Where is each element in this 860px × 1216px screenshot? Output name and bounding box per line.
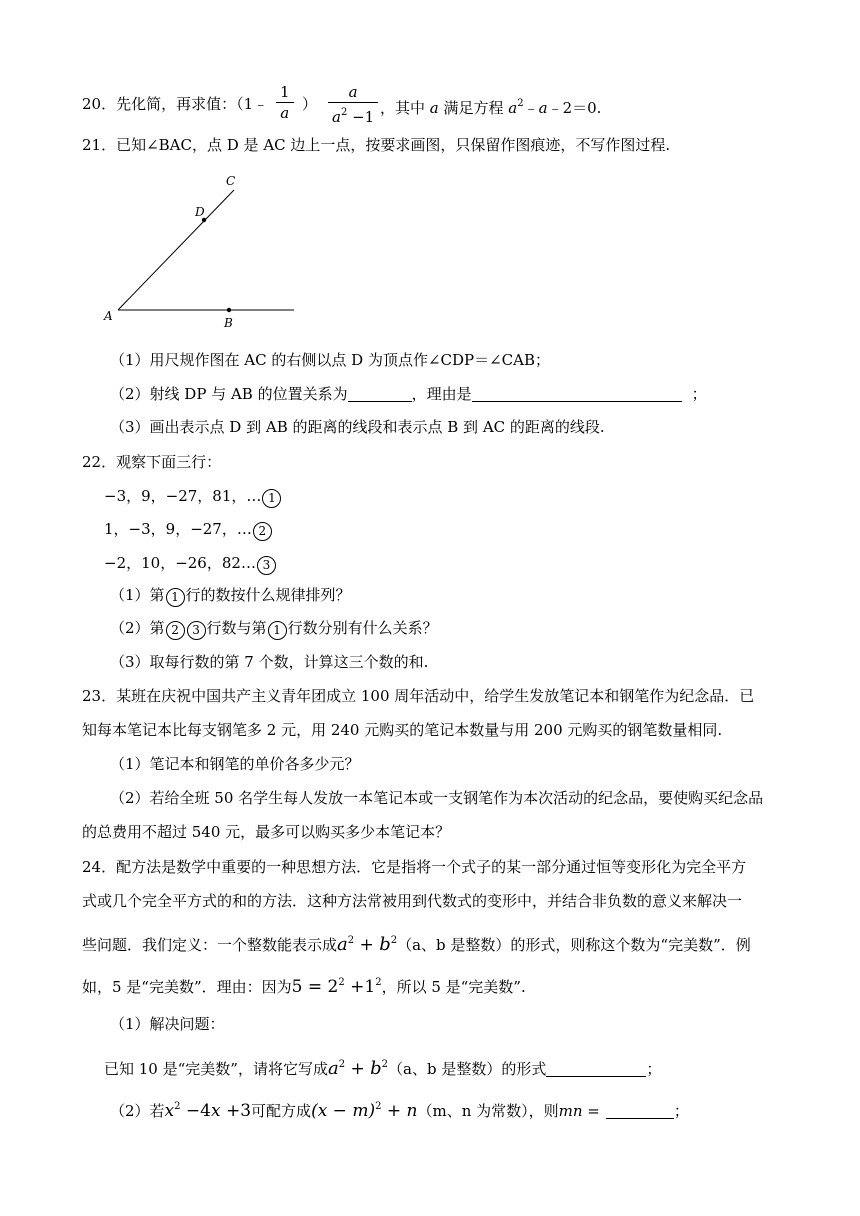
answer-blank[interactable] bbox=[472, 387, 682, 402]
q23-part-1: （1）笔记本和钢笔的单价各多少元？ bbox=[110, 755, 360, 773]
q21-part-1: （1）用尺规作图在 AC 的右侧以点 D 为顶点作∠CDP＝∠CAB； bbox=[110, 351, 551, 369]
row-2: 1，−3，9，−27，… 2 bbox=[104, 519, 273, 541]
q24-part-1-head: （1）解决问题： bbox=[110, 1015, 225, 1033]
q22-part-1: （1）第 1 行的数按什么规律排列？ bbox=[110, 585, 351, 607]
fraction-a-over-a2-minus-1: $\frac{a}{a^2 -1}$ bbox=[328, 82, 378, 127]
q22-part-2: （2）第 2 3 行数与第 1 行数分别有什么关系？ bbox=[110, 618, 438, 640]
question-text: 配方法是数学中重要的一种思想方法．它是指将一个式子的某一部分通过恒等变形化为完全平方 bbox=[116, 858, 747, 876]
circled-number: 2 bbox=[253, 522, 272, 541]
question-24-line-3: 些问题．我们定义：一个整数能表示成$a^2 + b^2(a$、b 是整数）的形式，则称这个数为“完美数”．例 bbox=[82, 934, 751, 955]
question-24-line-2: 式或几个完全平方式的和的方法．这种方法常被用到代数式的变形中，并结合非负数的意义来解决一 bbox=[82, 892, 743, 910]
question-number: 24． bbox=[82, 858, 117, 876]
q22-part-3: （3）取每行数的第 7 个数，计算这三个数的和. bbox=[110, 653, 429, 671]
question-text: 已知∠BAC，点 D 是 AC 边上一点，按要求画图，只保留作图痕迹，不写作图过程. bbox=[116, 136, 671, 154]
question-text: 先化简，再求值：（1﹣ bbox=[116, 95, 269, 113]
question-number: 23． bbox=[82, 687, 117, 705]
question-number: 21． bbox=[82, 136, 117, 154]
paren-close: ） bbox=[302, 95, 318, 113]
q24-part-2: （2）若$x^2 -4x +3$可配方成$(x - m)^2 + n(m$、n 为常数），则mn = ； bbox=[110, 1101, 689, 1121]
label-d: D bbox=[195, 205, 205, 219]
fraction-1-over-a: $\frac{1}{a}$ bbox=[276, 82, 294, 123]
ray-ac bbox=[118, 190, 234, 310]
q23-part-2: （2）若给全班 50 名学生每人发放一本笔记本或一支钢笔作为本次活动的纪念品，要使购买纪念品 bbox=[110, 789, 764, 807]
angle-figure bbox=[98, 168, 318, 338]
circled-number: 1 bbox=[262, 489, 281, 508]
question-24-line-4: 如，5 是“完美数”．理由：因为$5 = 2^2 +1^2$，所以 5 是“完美数”. bbox=[82, 977, 526, 997]
row-1: −3，9，−27，81，… 1 bbox=[104, 486, 282, 508]
q21-part-2: （2）射线 DP 与 AB 的位置关系为 ，理由是 ； bbox=[110, 385, 707, 403]
question-20-tail: ，其中 a 满足方程 $a^2﹣a﹣2=0$. bbox=[380, 98, 602, 117]
label-a: A bbox=[104, 309, 113, 323]
circled-number: 3 bbox=[257, 556, 276, 575]
point-b bbox=[227, 308, 231, 312]
question-20 bbox=[82, 94, 268, 114]
answer-blank[interactable] bbox=[606, 1104, 674, 1119]
question-text: 某班在庆祝中国共产主义青年团成立 100 周年活动中，给学生发放笔记本和钢笔作为纪念品．已 bbox=[116, 687, 755, 705]
question-23 bbox=[82, 686, 754, 706]
question-number: 20． bbox=[82, 95, 117, 113]
question-number: 22． bbox=[82, 453, 117, 471]
question-text: 观察下面三行： bbox=[116, 453, 222, 471]
label-c: C bbox=[226, 174, 236, 188]
row-3: −2，10，−26，82… 3 bbox=[104, 553, 277, 575]
q21-part-3: （3）画出表示点 D 到 AB 的距离的线段和表示点 B 到 AC 的距离的线段. bbox=[110, 418, 605, 436]
question-21 bbox=[82, 135, 670, 155]
question-24 bbox=[82, 857, 746, 877]
q24-part-1: 已知 10 是“完美数”，请将它写成$a^2 + b^2(a$、b 是整数）的形式 ； bbox=[104, 1058, 662, 1079]
label-b: B bbox=[224, 316, 233, 330]
answer-blank[interactable] bbox=[348, 387, 412, 402]
question-23-line-2: 知每本笔记本比每支钢笔多 2 元，用 240 元购买的笔记本数量与用 200 元购买的钢笔数量相同. bbox=[82, 721, 723, 739]
question-22 bbox=[82, 452, 221, 472]
q23-part-2-line-2: 的总费用不超过 540 元，最多可以购买多少本笔记本？ bbox=[82, 823, 451, 841]
answer-blank[interactable] bbox=[546, 1062, 646, 1077]
